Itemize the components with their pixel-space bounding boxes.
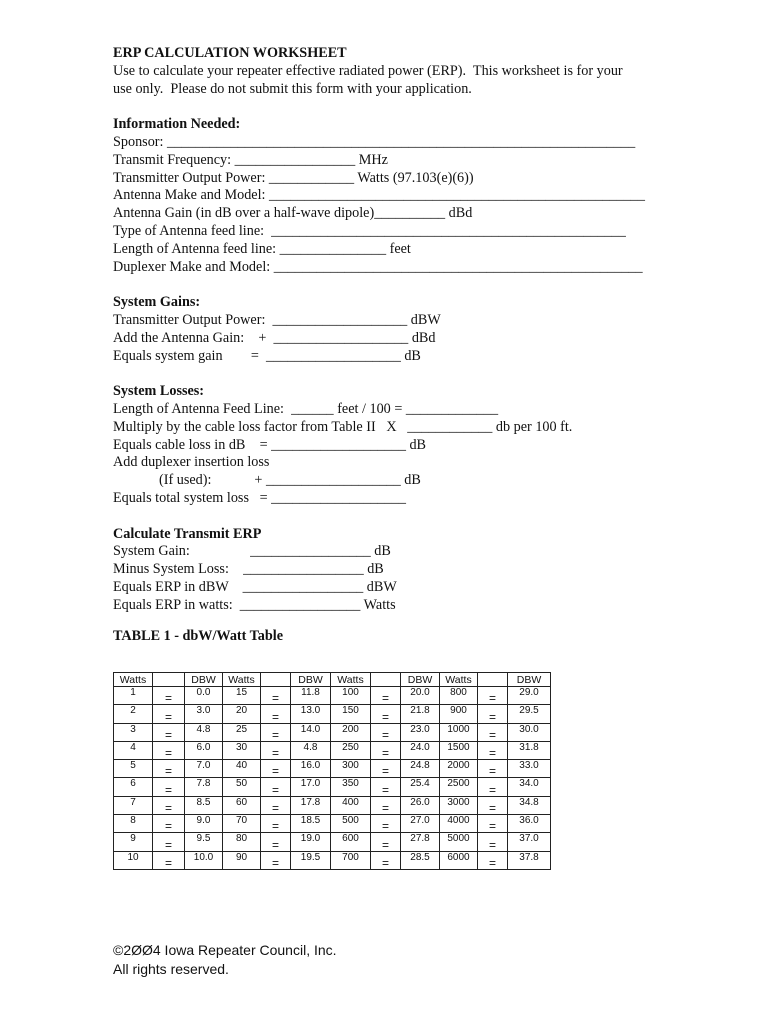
watts-cell: 25 bbox=[223, 723, 261, 741]
equals-cell: = bbox=[153, 760, 185, 778]
equals-cell: = bbox=[371, 778, 401, 796]
dbw-cell: 31.8 bbox=[508, 741, 551, 759]
dbw-cell: 14.0 bbox=[291, 723, 331, 741]
column-header-dbw: DBW bbox=[185, 673, 223, 687]
dbw-cell: 7.0 bbox=[185, 760, 223, 778]
watts-cell: 4000 bbox=[440, 815, 478, 833]
equals-cell: = bbox=[371, 723, 401, 741]
dbw-cell: 37.0 bbox=[508, 833, 551, 851]
output-power-field[interactable]: Transmitter Output Power: ____________ Watts (97.103(e)(6)) bbox=[113, 169, 474, 186]
equals-cell: = bbox=[371, 833, 401, 851]
watts-cell: 70 bbox=[223, 815, 261, 833]
watts-cell: 6 bbox=[114, 778, 153, 796]
equals-cell: = bbox=[153, 815, 185, 833]
equals-cell: = bbox=[478, 778, 508, 796]
column-header-dbw: DBW bbox=[401, 673, 440, 687]
equals-cell: = bbox=[153, 833, 185, 851]
equals-cell: = bbox=[153, 851, 185, 869]
dbw-cell: 21.8 bbox=[401, 705, 440, 723]
equals-cell: = bbox=[478, 705, 508, 723]
column-header-watts: Watts bbox=[223, 673, 261, 687]
column-header-dbw: DBW bbox=[291, 673, 331, 687]
erp-dbw-field[interactable]: Equals ERP in dBW _________________ dBW bbox=[113, 578, 397, 595]
equals-cell: = bbox=[153, 796, 185, 814]
frequency-field[interactable]: Transmit Frequency: _________________ MHz bbox=[113, 151, 388, 168]
dbw-cell: 29.0 bbox=[508, 687, 551, 705]
watts-cell: 5 bbox=[114, 760, 153, 778]
dbw-cell: 0.0 bbox=[185, 687, 223, 705]
duplexer-loss-label: Add duplexer insertion loss bbox=[113, 454, 270, 471]
dbw-cell: 24.8 bbox=[401, 760, 440, 778]
watts-cell: 10 bbox=[114, 851, 153, 869]
antenna-gain-field[interactable]: Antenna Gain (in dB over a half-wave dipole)__________ dBd bbox=[113, 205, 473, 222]
table-title: TABLE 1 - dbW/Watt Table bbox=[113, 627, 284, 644]
page-title: ERP CALCULATION WORKSHEET bbox=[113, 45, 347, 61]
dbw-cell: 20.0 bbox=[401, 687, 440, 705]
column-header-watts: Watts bbox=[440, 673, 478, 687]
watts-cell: 800 bbox=[440, 687, 478, 705]
dbw-cell: 27.0 bbox=[401, 815, 440, 833]
watts-cell: 400 bbox=[331, 796, 371, 814]
sponsor-field[interactable]: Sponsor: __________________________________________________________________ bbox=[113, 133, 636, 150]
erp-system-gain-field[interactable]: System Gain: _________________ dB bbox=[113, 543, 391, 560]
watts-cell: 3000 bbox=[440, 796, 478, 814]
cable-loss-field[interactable]: Equals cable loss in dB = ___________________ dB bbox=[113, 436, 427, 453]
if-used-label: (If used): bbox=[159, 472, 212, 489]
feed-line-length-field[interactable]: Length of Antenna Feed Line: ______ feet / 100 = _____________ bbox=[113, 400, 499, 417]
table-row bbox=[114, 796, 551, 814]
watts-cell: 200 bbox=[331, 723, 371, 741]
table-row bbox=[114, 723, 551, 741]
equals-cell: = bbox=[478, 796, 508, 814]
equals-cell: = bbox=[478, 760, 508, 778]
table-row bbox=[114, 778, 551, 796]
watts-cell: 3 bbox=[114, 723, 153, 741]
column-header-spacer bbox=[153, 673, 185, 687]
watts-cell: 40 bbox=[223, 760, 261, 778]
watts-cell: 700 bbox=[331, 851, 371, 869]
erp-minus-loss-field[interactable]: Minus System Loss: _________________ dB bbox=[113, 561, 384, 578]
column-header-dbw: DBW bbox=[508, 673, 551, 687]
equals-cell: = bbox=[261, 796, 291, 814]
dbw-cell: 26.0 bbox=[401, 796, 440, 814]
watts-cell: 150 bbox=[331, 705, 371, 723]
equals-cell: = bbox=[153, 741, 185, 759]
dbw-cell: 4.8 bbox=[291, 741, 331, 759]
gain-antenna-field[interactable]: Add the Antenna Gain: + ___________________ dBd bbox=[113, 329, 436, 346]
section-heading-losses: System Losses: bbox=[113, 383, 205, 400]
dbw-cell: 28.5 bbox=[401, 851, 440, 869]
watts-cell: 7 bbox=[114, 796, 153, 814]
dbw-watt-table bbox=[113, 672, 551, 870]
column-header-spacer bbox=[478, 673, 508, 687]
dbw-cell: 30.0 bbox=[508, 723, 551, 741]
watts-cell: 90 bbox=[223, 851, 261, 869]
equals-cell: = bbox=[261, 851, 291, 869]
equals-cell: = bbox=[371, 705, 401, 723]
watts-cell: 60 bbox=[223, 796, 261, 814]
watts-cell: 2000 bbox=[440, 760, 478, 778]
dbw-cell: 18.5 bbox=[291, 815, 331, 833]
watts-cell: 300 bbox=[331, 760, 371, 778]
table-row bbox=[114, 687, 551, 705]
cable-loss-factor-field[interactable]: Multiply by the cable loss factor from Table II X ____________ db per 100 ft. bbox=[113, 418, 573, 435]
column-header-spacer bbox=[261, 673, 291, 687]
watts-cell: 9 bbox=[114, 833, 153, 851]
section-heading-erp: Calculate Transmit ERP bbox=[113, 525, 262, 542]
table-row bbox=[114, 851, 551, 869]
watts-cell: 6000 bbox=[440, 851, 478, 869]
table-row bbox=[114, 741, 551, 759]
section-heading-info: Information Needed: bbox=[113, 116, 241, 133]
dbw-cell: 29.5 bbox=[508, 705, 551, 723]
section-heading-gains: System Gains: bbox=[113, 294, 201, 311]
watts-cell: 50 bbox=[223, 778, 261, 796]
watts-cell: 30 bbox=[223, 741, 261, 759]
duplexer-field[interactable]: Duplexer Make and Model: ____________________________________________________ bbox=[113, 258, 643, 275]
dbw-cell: 4.8 bbox=[185, 723, 223, 741]
equals-cell: = bbox=[261, 723, 291, 741]
equals-cell: = bbox=[261, 687, 291, 705]
equals-cell: = bbox=[371, 741, 401, 759]
feed-type-field[interactable]: Type of Antenna feed line: __________________________________________________ bbox=[113, 222, 626, 239]
system-gain-field[interactable]: Equals system gain = ___________________ dB bbox=[113, 347, 421, 364]
watts-cell: 4 bbox=[114, 741, 153, 759]
equals-cell: = bbox=[478, 741, 508, 759]
equals-cell: = bbox=[261, 833, 291, 851]
worksheet bbox=[113, 45, 713, 645]
equals-cell: = bbox=[371, 687, 401, 705]
dbw-cell: 3.0 bbox=[185, 705, 223, 723]
watts-cell: 15 bbox=[223, 687, 261, 705]
table-row bbox=[114, 833, 551, 851]
watts-cell: 900 bbox=[440, 705, 478, 723]
dbw-cell: 24.0 bbox=[401, 741, 440, 759]
dbw-cell: 25.4 bbox=[401, 778, 440, 796]
dbw-cell: 11.8 bbox=[291, 687, 331, 705]
rights-text: All rights reserved. bbox=[113, 961, 229, 977]
column-header-spacer bbox=[371, 673, 401, 687]
dbw-cell: 27.8 bbox=[401, 833, 440, 851]
equals-cell: = bbox=[261, 760, 291, 778]
dbw-cell: 36.0 bbox=[508, 815, 551, 833]
equals-cell: = bbox=[261, 741, 291, 759]
equals-cell: = bbox=[153, 687, 185, 705]
dbw-cell: 6.0 bbox=[185, 741, 223, 759]
footer bbox=[113, 941, 337, 979]
dbw-cell: 19.5 bbox=[291, 851, 331, 869]
equals-cell: = bbox=[261, 778, 291, 796]
dbw-cell: 16.0 bbox=[291, 760, 331, 778]
equals-cell: = bbox=[478, 723, 508, 741]
dbw-cell: 34.0 bbox=[508, 778, 551, 796]
table-header-row bbox=[114, 673, 551, 687]
dbw-cell: 13.0 bbox=[291, 705, 331, 723]
equals-cell: = bbox=[261, 705, 291, 723]
watts-cell: 350 bbox=[331, 778, 371, 796]
watts-cell: 250 bbox=[331, 741, 371, 759]
equals-cell: = bbox=[153, 723, 185, 741]
column-header-watts: Watts bbox=[114, 673, 153, 687]
equals-cell: = bbox=[371, 796, 401, 814]
dbw-cell: 7.8 bbox=[185, 778, 223, 796]
dbw-cell: 33.0 bbox=[508, 760, 551, 778]
watts-cell: 5000 bbox=[440, 833, 478, 851]
dbw-cell: 17.0 bbox=[291, 778, 331, 796]
dbw-cell: 9.0 bbox=[185, 815, 223, 833]
watts-cell: 20 bbox=[223, 705, 261, 723]
table-row bbox=[114, 815, 551, 833]
watts-cell: 1 bbox=[114, 687, 153, 705]
equals-cell: = bbox=[478, 815, 508, 833]
feed-length-field[interactable]: Length of Antenna feed line: _______________ feet bbox=[113, 240, 411, 257]
copyright-text: ©2ØØ4 Iowa Repeater Council, Inc. bbox=[113, 942, 337, 958]
watts-cell: 100 bbox=[331, 687, 371, 705]
equals-cell: = bbox=[478, 833, 508, 851]
watts-cell: 600 bbox=[331, 833, 371, 851]
watts-cell: 2500 bbox=[440, 778, 478, 796]
dbw-cell: 9.5 bbox=[185, 833, 223, 851]
table-row bbox=[114, 705, 551, 723]
total-loss-field[interactable]: Equals total system loss = ___________________ bbox=[113, 489, 406, 506]
dbw-cell: 17.8 bbox=[291, 796, 331, 814]
dbw-cell: 37.8 bbox=[508, 851, 551, 869]
dbw-cell: 34.8 bbox=[508, 796, 551, 814]
equals-cell: = bbox=[371, 851, 401, 869]
equals-cell: = bbox=[371, 760, 401, 778]
watts-cell: 1500 bbox=[440, 741, 478, 759]
dbw-cell: 8.5 bbox=[185, 796, 223, 814]
equals-cell: = bbox=[478, 851, 508, 869]
intro-text: Use to calculate your repeater effective radiated power (ERP). This worksheet is for your bbox=[113, 62, 623, 79]
column-header-watts: Watts bbox=[331, 673, 371, 687]
watts-cell: 8 bbox=[114, 815, 153, 833]
watts-cell: 1000 bbox=[440, 723, 478, 741]
dbw-cell: 19.0 bbox=[291, 833, 331, 851]
equals-cell: = bbox=[371, 815, 401, 833]
erp-watts-field[interactable]: Equals ERP in watts: _________________ Watts bbox=[113, 596, 396, 613]
equals-cell: = bbox=[153, 705, 185, 723]
equals-cell: = bbox=[478, 687, 508, 705]
table-row bbox=[114, 760, 551, 778]
gain-output-power-field[interactable]: Transmitter Output Power: ___________________ dBW bbox=[113, 311, 441, 328]
duplexer-loss-field[interactable]: + ___________________ dB bbox=[254, 472, 421, 489]
intro-text: use only. Please do not submit this form with your application. bbox=[113, 80, 472, 97]
equals-cell: = bbox=[153, 778, 185, 796]
equals-cell: = bbox=[261, 815, 291, 833]
watts-cell: 500 bbox=[331, 815, 371, 833]
dbw-cell: 23.0 bbox=[401, 723, 440, 741]
dbw-cell: 10.0 bbox=[185, 851, 223, 869]
watts-cell: 80 bbox=[223, 833, 261, 851]
watts-cell: 2 bbox=[114, 705, 153, 723]
antenna-make-field[interactable]: Antenna Make and Model: _____________________________________________________ bbox=[113, 187, 645, 204]
